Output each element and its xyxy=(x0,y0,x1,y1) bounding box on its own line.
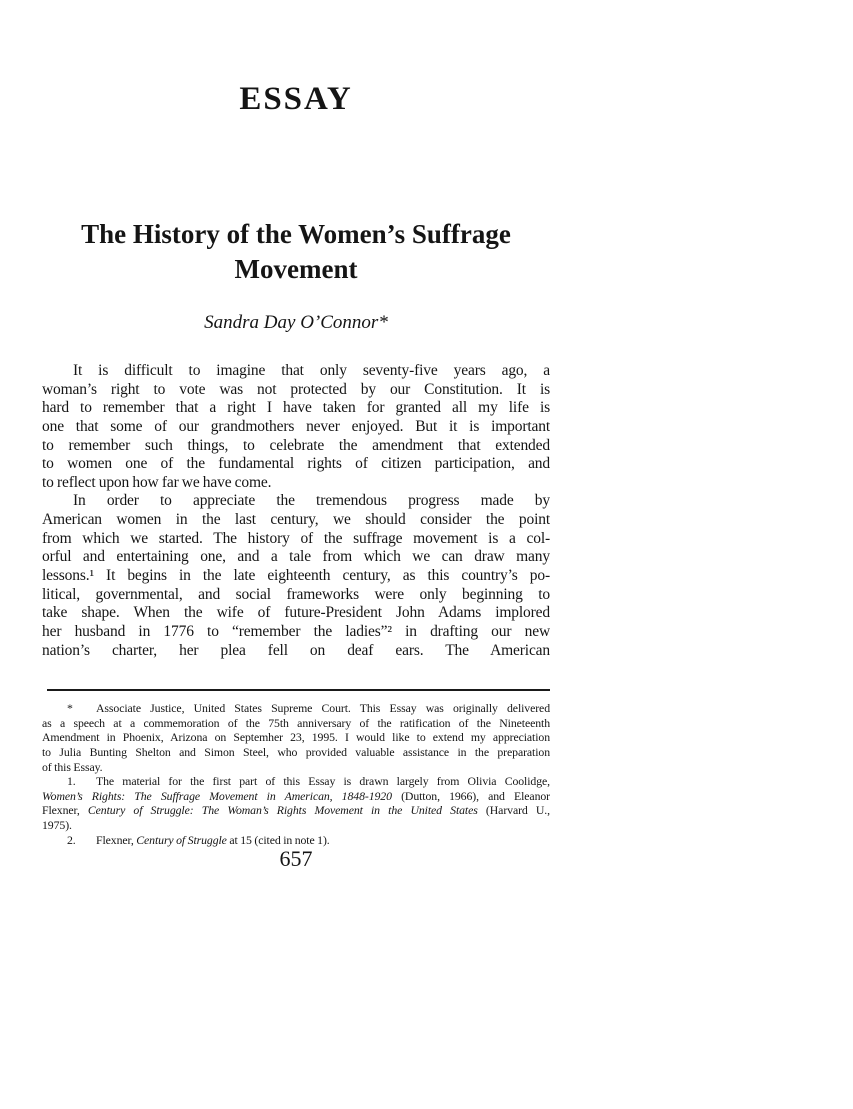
body-line: In order to appreciate the tremendous progress made by xyxy=(73,492,550,510)
page-number: 657 xyxy=(279,846,313,872)
footnote-line xyxy=(42,701,550,716)
body-line: to reflect upon how far we have come. xyxy=(42,473,272,491)
footnote-text-segment: of this Essay. xyxy=(42,759,103,774)
footnote-separator xyxy=(47,689,550,691)
footnote-line xyxy=(42,730,550,745)
footnote-line xyxy=(42,760,550,775)
body-line: litical, governmental, and social frameworks were only beginning to xyxy=(42,585,550,603)
article-title-line-1: The History of the Women’s Suffrage xyxy=(81,219,511,249)
footnote-line xyxy=(42,833,550,848)
body-line: one that some of our grandmothers never enjoyed. But it is important xyxy=(42,417,550,435)
footnote-marker: 2. xyxy=(67,832,76,847)
body-line: American women in the last century, we should consider the point xyxy=(42,511,550,529)
article-title xyxy=(42,217,550,287)
footnote-text-segment: Amendment in Phoenix, Arizona on Septemher 23, 1995. I would like to extend my appreciation xyxy=(42,730,550,745)
footnote-text-segment: as a speech at a commemoration of the 75th anniversary of the ratification of the Nineteenth xyxy=(42,715,550,730)
footnote-text-segment: The material for the first part of this Essay is drawn largely from Olivia Coolidge, xyxy=(96,774,550,789)
footnote-text-segment: Century of Struggle: The Woman’s Rights Movement in the United States xyxy=(87,803,478,818)
essay-heading: ESSAY xyxy=(239,81,353,117)
content-column xyxy=(42,0,550,871)
body-line: her husband in 1776 to “remember the ladies”² in drafting our new xyxy=(42,622,550,640)
footnote-line xyxy=(42,818,550,833)
footnote-text-segment: Flexner, xyxy=(96,832,137,847)
footnote-line xyxy=(42,803,550,818)
article-title-line-2: Movement xyxy=(234,254,358,284)
body-line: to women one of the fundamental rights of citizen participation, and xyxy=(42,455,550,473)
footnote-line xyxy=(42,716,550,731)
body-line: from which we started. The history of the suffrage movement is a col- xyxy=(42,529,550,547)
footnote-text-segment: Associate Justice, United States Supreme Court. This Essay was originally delivered xyxy=(96,701,550,716)
footnote-text-segment: 1975). xyxy=(42,818,72,832)
body-line: to remember such things, to celebrate the amendment that extended xyxy=(42,436,550,454)
footnote-text-segment: Women’s Rights: The Suffrage Movement in American, 1848-1920 xyxy=(42,788,392,803)
essay-body xyxy=(42,362,550,660)
body-line: hard to remember that a right I have taken for granted all my life is xyxy=(42,399,550,417)
author-byline: Sandra Day O’Connor* xyxy=(204,312,388,333)
footnote-text-segment: (Harvard U., xyxy=(477,803,550,818)
footnote-marker: * xyxy=(67,701,73,716)
footnote-line xyxy=(42,774,550,789)
body-line: take shape. When the wife of future-President John Adams implored xyxy=(42,604,550,622)
body-line: lessons.¹ It begins in the late eighteenth century, as this country’s po- xyxy=(42,567,550,585)
body-line: woman’s right to vote was not protected by our Constitution. It is xyxy=(42,380,550,398)
footnote-line xyxy=(42,745,550,760)
footnote-text-segment: Century of Struggle xyxy=(136,832,227,847)
footnotes xyxy=(42,701,550,847)
footnote-marker: 1. xyxy=(67,774,76,789)
footnote-text-segment: (Dutton, 1966), and Eleanor xyxy=(391,788,550,803)
body-line: It is difficult to imagine that only seventy-five years ago, a xyxy=(73,362,550,379)
footnote-text-segment: at 15 (cited in note 1). xyxy=(226,832,330,847)
footnote-line xyxy=(42,789,550,804)
body-line: orful and entertaining one, and a tale from which we can draw many xyxy=(42,548,550,566)
footnote-text-segment: to Julia Bunting Shelton and Simon Steel, who provided valuable assistance in the preparation xyxy=(42,745,550,760)
footnote-text-segment: Flexner, xyxy=(42,803,88,818)
body-line: nation’s charter, her plea fell on deaf ears. The American xyxy=(42,641,550,659)
